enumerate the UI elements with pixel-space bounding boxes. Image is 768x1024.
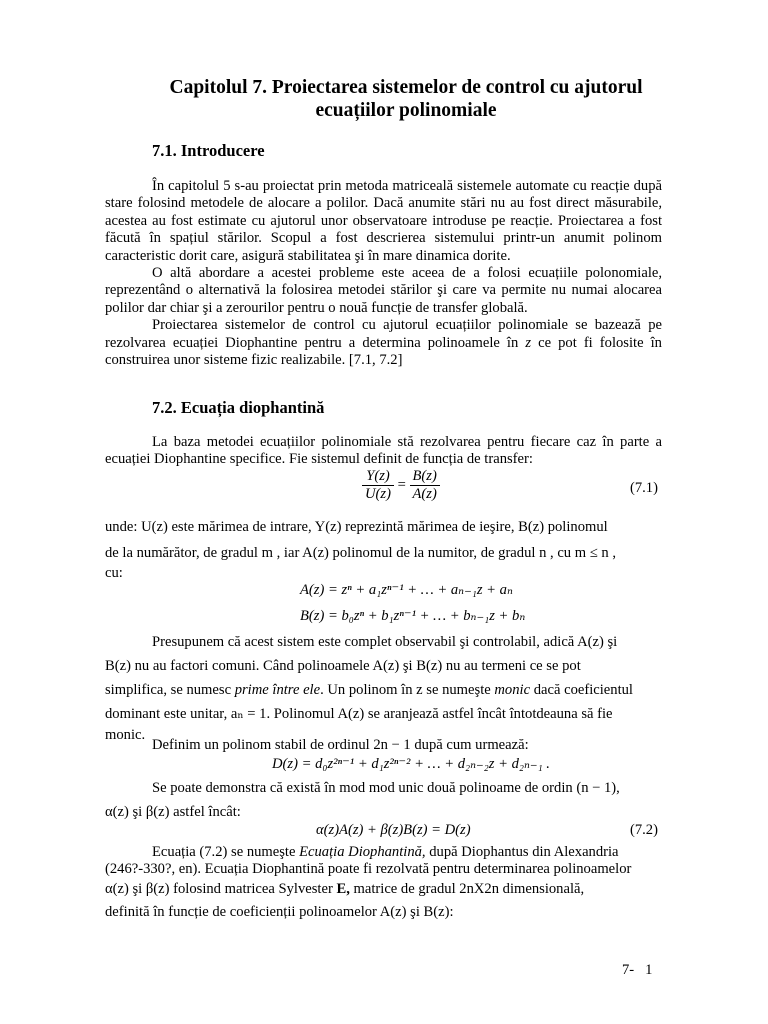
text-span: dacă coeficientul <box>533 682 633 698</box>
bold-text: E, <box>336 881 350 897</box>
text-line <box>105 678 665 702</box>
fraction-numerator: B(z) <box>410 468 440 486</box>
equation-7-2: α(z)A(z) + β(z)B(z) = D(z) <box>316 822 471 838</box>
equation-number: (7.1) <box>630 480 658 496</box>
text-line: definită în funcție de coeficienții polinoamelor A(z) şi B(z): <box>105 904 454 920</box>
paragraph: La baza metodei ecuațiilor polinomiale stă rezolvarea pentru fiecare caz în parte a ecuației Diophantine specifice. Fie sistemul definit de funcția de transfer: <box>105 434 662 468</box>
text-span: matrice de gradul 2nX2n dimensională, <box>353 881 585 897</box>
text-line: dominant este unitar, aₙ = 1. Polinomul A(z) se aranjează astfel încât întotdeauna să fie <box>105 706 613 722</box>
fraction-denominator: U(z) <box>365 486 391 503</box>
text-line <box>105 844 665 861</box>
text-line <box>105 878 665 901</box>
equals-sign: = <box>397 477 406 494</box>
text-line: cu: <box>105 565 123 581</box>
emphasis-text: monic <box>494 682 531 698</box>
text-line: Definim un polinom stabil de ordinul 2n − 1 după cum urmează: <box>152 737 529 753</box>
paragraph <box>105 317 662 369</box>
variable-z: z <box>525 334 532 351</box>
text-span: α(z) şi β(z) folosind matricea Sylvester <box>105 881 333 897</box>
text-line: unde: U(z) este mărimea de intrare, Y(z) reprezintă mărimea de ieşire, B(z) polinomul <box>105 519 608 535</box>
assumption-paragraph <box>105 630 665 744</box>
text-span: după Diophantus din Alexandria <box>429 844 619 860</box>
equation-number: (7.2) <box>630 822 658 838</box>
paragraph: O altă abordare a acestei probleme este aceea de a folosi ecuațiile polonomiale, reprezentând o alternativă la folosirea metodei stărilor şi care va permite nu numai alocarea polilor dar chiar şi a zerourilor pentru o nouă funcție de transfer globală. <box>105 265 662 316</box>
fraction-left <box>362 468 394 504</box>
paragraph: În capitolul 5 s-au proiectat prin metoda matriceală sistemele automate cu reacție după stare folosind metodele de alocare a polilor. Dacă anumite stări nu au fost direct măsurabile, acestea au fost estimate cu ajutorul unor observatoare introduse pe reacție. Proiectarea a fost făcută în spațiul stărilor. Scopul a fost descrierea sistemului printr-un anumit polinom caracteristic dorit care, asigură stabilitatea şi în mare dinamica dorite. <box>105 178 662 264</box>
fraction-numerator: Y(z) <box>362 468 394 486</box>
equation-B: B(z) = b₀zⁿ + b₁zⁿ⁻¹ + … + bₙ₋₁z + bₙ <box>300 608 526 624</box>
text-line: monic. <box>105 727 146 743</box>
text-span: Ecuația (7.2) se numeşte <box>152 844 296 860</box>
section-7-2-intro <box>105 434 662 469</box>
text-line: B(z) nu au factori comuni. Când polinoamele A(z) şi B(z) nu au termeni ce se pot <box>105 658 581 674</box>
text-span: simplifica, se numesc <box>105 682 232 698</box>
section-7-1-body <box>105 178 662 369</box>
section-heading-7-1: 7.1. Introducere <box>152 141 265 160</box>
text-line: de la numărător, de gradul m , iar A(z) polinomul de la numitor, de gradul n , cu m ≤ n , <box>105 545 617 561</box>
equation-7-1 <box>362 468 440 504</box>
fraction-denominator: A(z) <box>412 486 437 503</box>
equation-D: D(z) = d₀z²ⁿ⁻¹ + d₁z²ⁿ⁻² + … + d₂ₙ₋₂z + d₂ₙ₋₁ . <box>272 756 550 772</box>
emphasis-text: Ecuația Diophantină, <box>299 844 426 860</box>
section-heading-7-2: 7.2. Ecuația diophantină <box>152 398 325 417</box>
paragraph-text: ce pot fi folosite în construirea unor sisteme fizic realizabile. [7.1, 7.2] <box>105 334 662 369</box>
text-span: . Un polinom în z se numeşte <box>320 682 491 698</box>
text-line: Se poate demonstra că există în mod mod unic două polinoame de ordin (n − 1), <box>152 780 620 796</box>
chapter-title-line1: Capitolul 7. Proiectarea sistemelor de control cu ajutorul <box>169 77 643 98</box>
chapter-title <box>100 76 712 122</box>
text-line: Presupunem că acest sistem este complet observabil şi controlabil, adică A(z) şi <box>152 634 618 650</box>
paragraph-text: Proiectarea sistemelor de control cu ajutorul ecuațiilor polinomiale se bazează pe rezolvarea ecuației Diophantine pentru a determina polinoamele în <box>105 317 662 351</box>
chapter-title-line2: ecuațiilor polinomiale <box>315 100 497 121</box>
text-line: (246?-330?, en). Ecuația Diophantină poate fi rezolvată pentru determinarea polinoamelor <box>105 861 632 877</box>
text-line: α(z) şi β(z) astfel încât: <box>105 804 241 820</box>
definitions-block <box>105 514 665 580</box>
diophantine-paragraph <box>105 844 665 924</box>
page-number: 7- 1 <box>622 962 653 978</box>
equation-A: A(z) = zⁿ + a₁zⁿ⁻¹ + … + aₙ₋₁z + aₙ <box>300 582 513 598</box>
fraction-right <box>410 468 440 504</box>
emphasis-text: prime între ele <box>234 682 321 698</box>
demonstration-paragraph <box>105 776 665 824</box>
